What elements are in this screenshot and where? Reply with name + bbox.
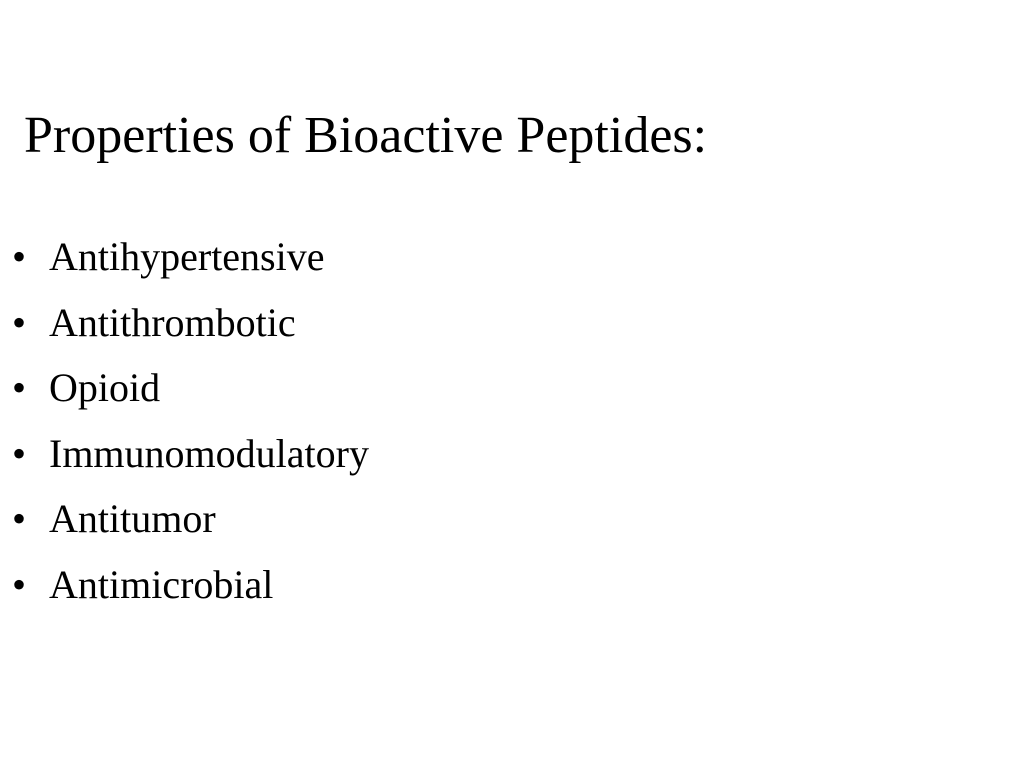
bullet-icon: • xyxy=(12,365,27,411)
list-item-text: Antithrombotic xyxy=(49,299,296,345)
bullet-icon: • xyxy=(12,234,27,279)
list-item-text: Antitumor xyxy=(49,496,216,542)
list-item-text: Antimicrobial xyxy=(49,561,274,607)
list-item-text: Immunomodulatory xyxy=(49,430,369,476)
bullet-icon: • xyxy=(12,496,27,542)
slide-title: Properties of Bioactive Peptides: xyxy=(24,107,708,164)
list-item-text: Opioid xyxy=(49,365,161,411)
bullet-icon: • xyxy=(12,299,27,345)
bullet-icon: • xyxy=(12,430,27,476)
bullet-icon: • xyxy=(12,561,27,607)
list-item-text: Antihypertensive xyxy=(49,234,325,279)
